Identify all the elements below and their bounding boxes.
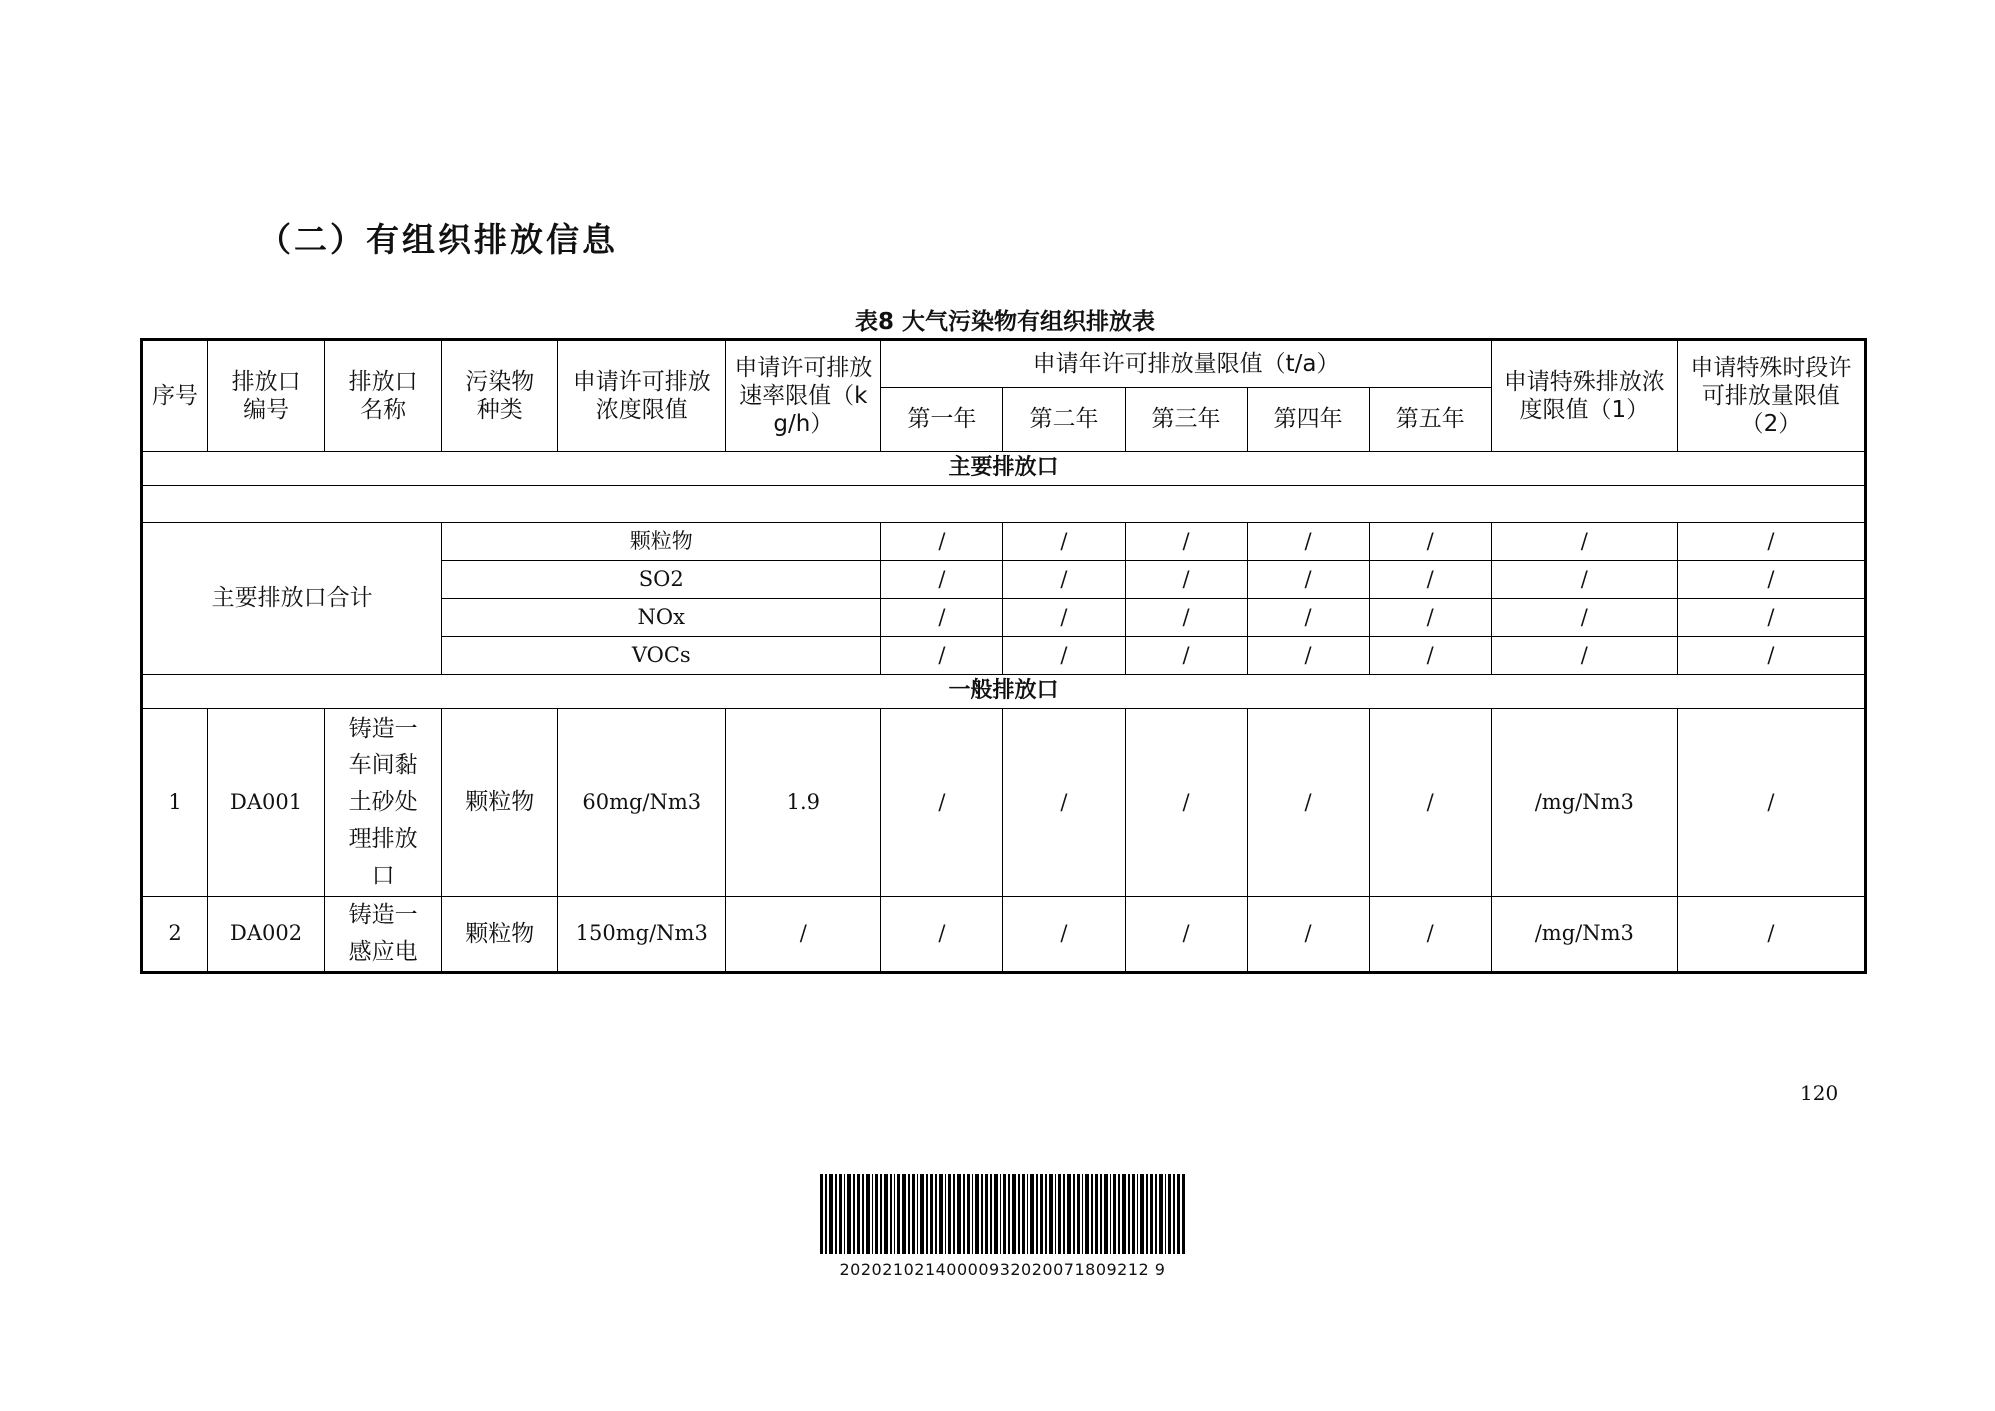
- emission-table: [140, 338, 1867, 974]
- main-total-label: 主要排放口合计: [142, 523, 442, 675]
- total-cell: /: [1125, 561, 1247, 599]
- empty-cell: [142, 486, 1866, 523]
- total-cell: /: [1003, 523, 1125, 561]
- header-seq: 序号: [142, 340, 208, 452]
- empty-row: [142, 486, 1866, 523]
- page-number: 120: [1800, 1081, 1839, 1105]
- total-cell: /: [1003, 561, 1125, 599]
- total-cell: /: [1247, 599, 1369, 637]
- row-seq: 1: [142, 709, 208, 897]
- total-cell: /: [1125, 637, 1247, 675]
- total-cell: /: [1677, 523, 1865, 561]
- row-year-4: /: [1247, 897, 1369, 973]
- header-year-5: 第五年: [1369, 388, 1491, 452]
- row-code: DA001: [208, 709, 325, 897]
- section-heading: （二）有组织排放信息: [258, 220, 618, 259]
- total-cell: /: [1677, 599, 1865, 637]
- row-rate: 1.9: [726, 709, 881, 897]
- total-cell: /: [1677, 637, 1865, 675]
- total-cell: /: [1125, 599, 1247, 637]
- total-pollutant: 颗粒物: [442, 523, 881, 561]
- total-pollutant: VOCs: [442, 637, 881, 675]
- row-outlet-name: 铸造一感应电: [325, 897, 442, 973]
- section-row-general: [142, 675, 1866, 709]
- header-year-2: 第二年: [1003, 388, 1125, 452]
- row-year-5: /: [1369, 897, 1491, 973]
- header-special-period: 申请特殊时段许可排放量限值（2）: [1677, 340, 1865, 452]
- header-year-1: 第一年: [881, 388, 1003, 452]
- total-cell: /: [1369, 637, 1491, 675]
- barcode-number: 20202102140000932020071809212 9: [839, 1260, 1166, 1279]
- header-conc-limit: 申请许可排放浓度限值: [558, 340, 726, 452]
- row-year-1: /: [881, 897, 1003, 973]
- row-year-3: /: [1125, 709, 1247, 897]
- total-cell: /: [1247, 561, 1369, 599]
- row-conc: 60mg/Nm3: [558, 709, 726, 897]
- header-annual-limit: 申请年许可排放量限值（t/a）: [881, 340, 1491, 388]
- row-outlet-name: 铸造一车间黏土砂处理排放口: [325, 709, 442, 897]
- header-outlet-code: 排放口编号: [208, 340, 325, 452]
- header-row: [142, 340, 1866, 388]
- table-caption: 表8 大气污染物有组织排放表: [854, 309, 1155, 335]
- total-cell: /: [881, 523, 1003, 561]
- section-label-main: 主要排放口: [142, 452, 1866, 486]
- row-rate: /: [726, 897, 881, 973]
- total-cell: /: [1003, 599, 1125, 637]
- total-cell: /: [1491, 561, 1677, 599]
- total-cell: /: [1369, 523, 1491, 561]
- total-row: [142, 523, 1866, 561]
- row-year-3: /: [1125, 897, 1247, 973]
- row-code: DA002: [208, 897, 325, 973]
- total-cell: /: [1369, 561, 1491, 599]
- row-year-1: /: [881, 709, 1003, 897]
- row-conc: 150mg/Nm3: [558, 897, 726, 973]
- row-pollutant: 颗粒物: [442, 897, 558, 973]
- total-cell: /: [1247, 523, 1369, 561]
- row-seq: 2: [142, 897, 208, 973]
- total-cell: /: [1491, 599, 1677, 637]
- row-year-4: /: [1247, 709, 1369, 897]
- total-cell: /: [1491, 523, 1677, 561]
- header-outlet-name: 排放口名称: [325, 340, 442, 452]
- total-cell: /: [1125, 523, 1247, 561]
- row-year-5: /: [1369, 709, 1491, 897]
- total-cell: /: [1369, 599, 1491, 637]
- barcode-icon: [820, 1174, 1185, 1254]
- row-special-period: /: [1677, 897, 1865, 973]
- row-special-conc: /mg/Nm3: [1491, 709, 1677, 897]
- section-row-main: [142, 452, 1866, 486]
- total-cell: /: [1247, 637, 1369, 675]
- total-pollutant: NOx: [442, 599, 881, 637]
- total-cell: /: [881, 637, 1003, 675]
- row-pollutant: 颗粒物: [442, 709, 558, 897]
- header-year-4: 第四年: [1247, 388, 1369, 452]
- header-special-conc: 申请特殊排放浓度限值（1）: [1491, 340, 1677, 452]
- table-row: [142, 709, 1866, 897]
- total-cell: /: [881, 561, 1003, 599]
- total-pollutant: SO2: [442, 561, 881, 599]
- header-year-3: 第三年: [1125, 388, 1247, 452]
- total-cell: /: [1003, 637, 1125, 675]
- header-rate-limit: 申请许可排放速率限值（kg/h）: [726, 340, 881, 452]
- row-year-2: /: [1003, 897, 1125, 973]
- section-label-general: 一般排放口: [142, 675, 1866, 709]
- row-special-conc: /mg/Nm3: [1491, 897, 1677, 973]
- total-cell: /: [881, 599, 1003, 637]
- total-cell: /: [1677, 561, 1865, 599]
- total-cell: /: [1491, 637, 1677, 675]
- header-pollutant: 污染物种类: [442, 340, 558, 452]
- row-year-2: /: [1003, 709, 1125, 897]
- table-row: [142, 897, 1866, 973]
- row-special-period: /: [1677, 709, 1865, 897]
